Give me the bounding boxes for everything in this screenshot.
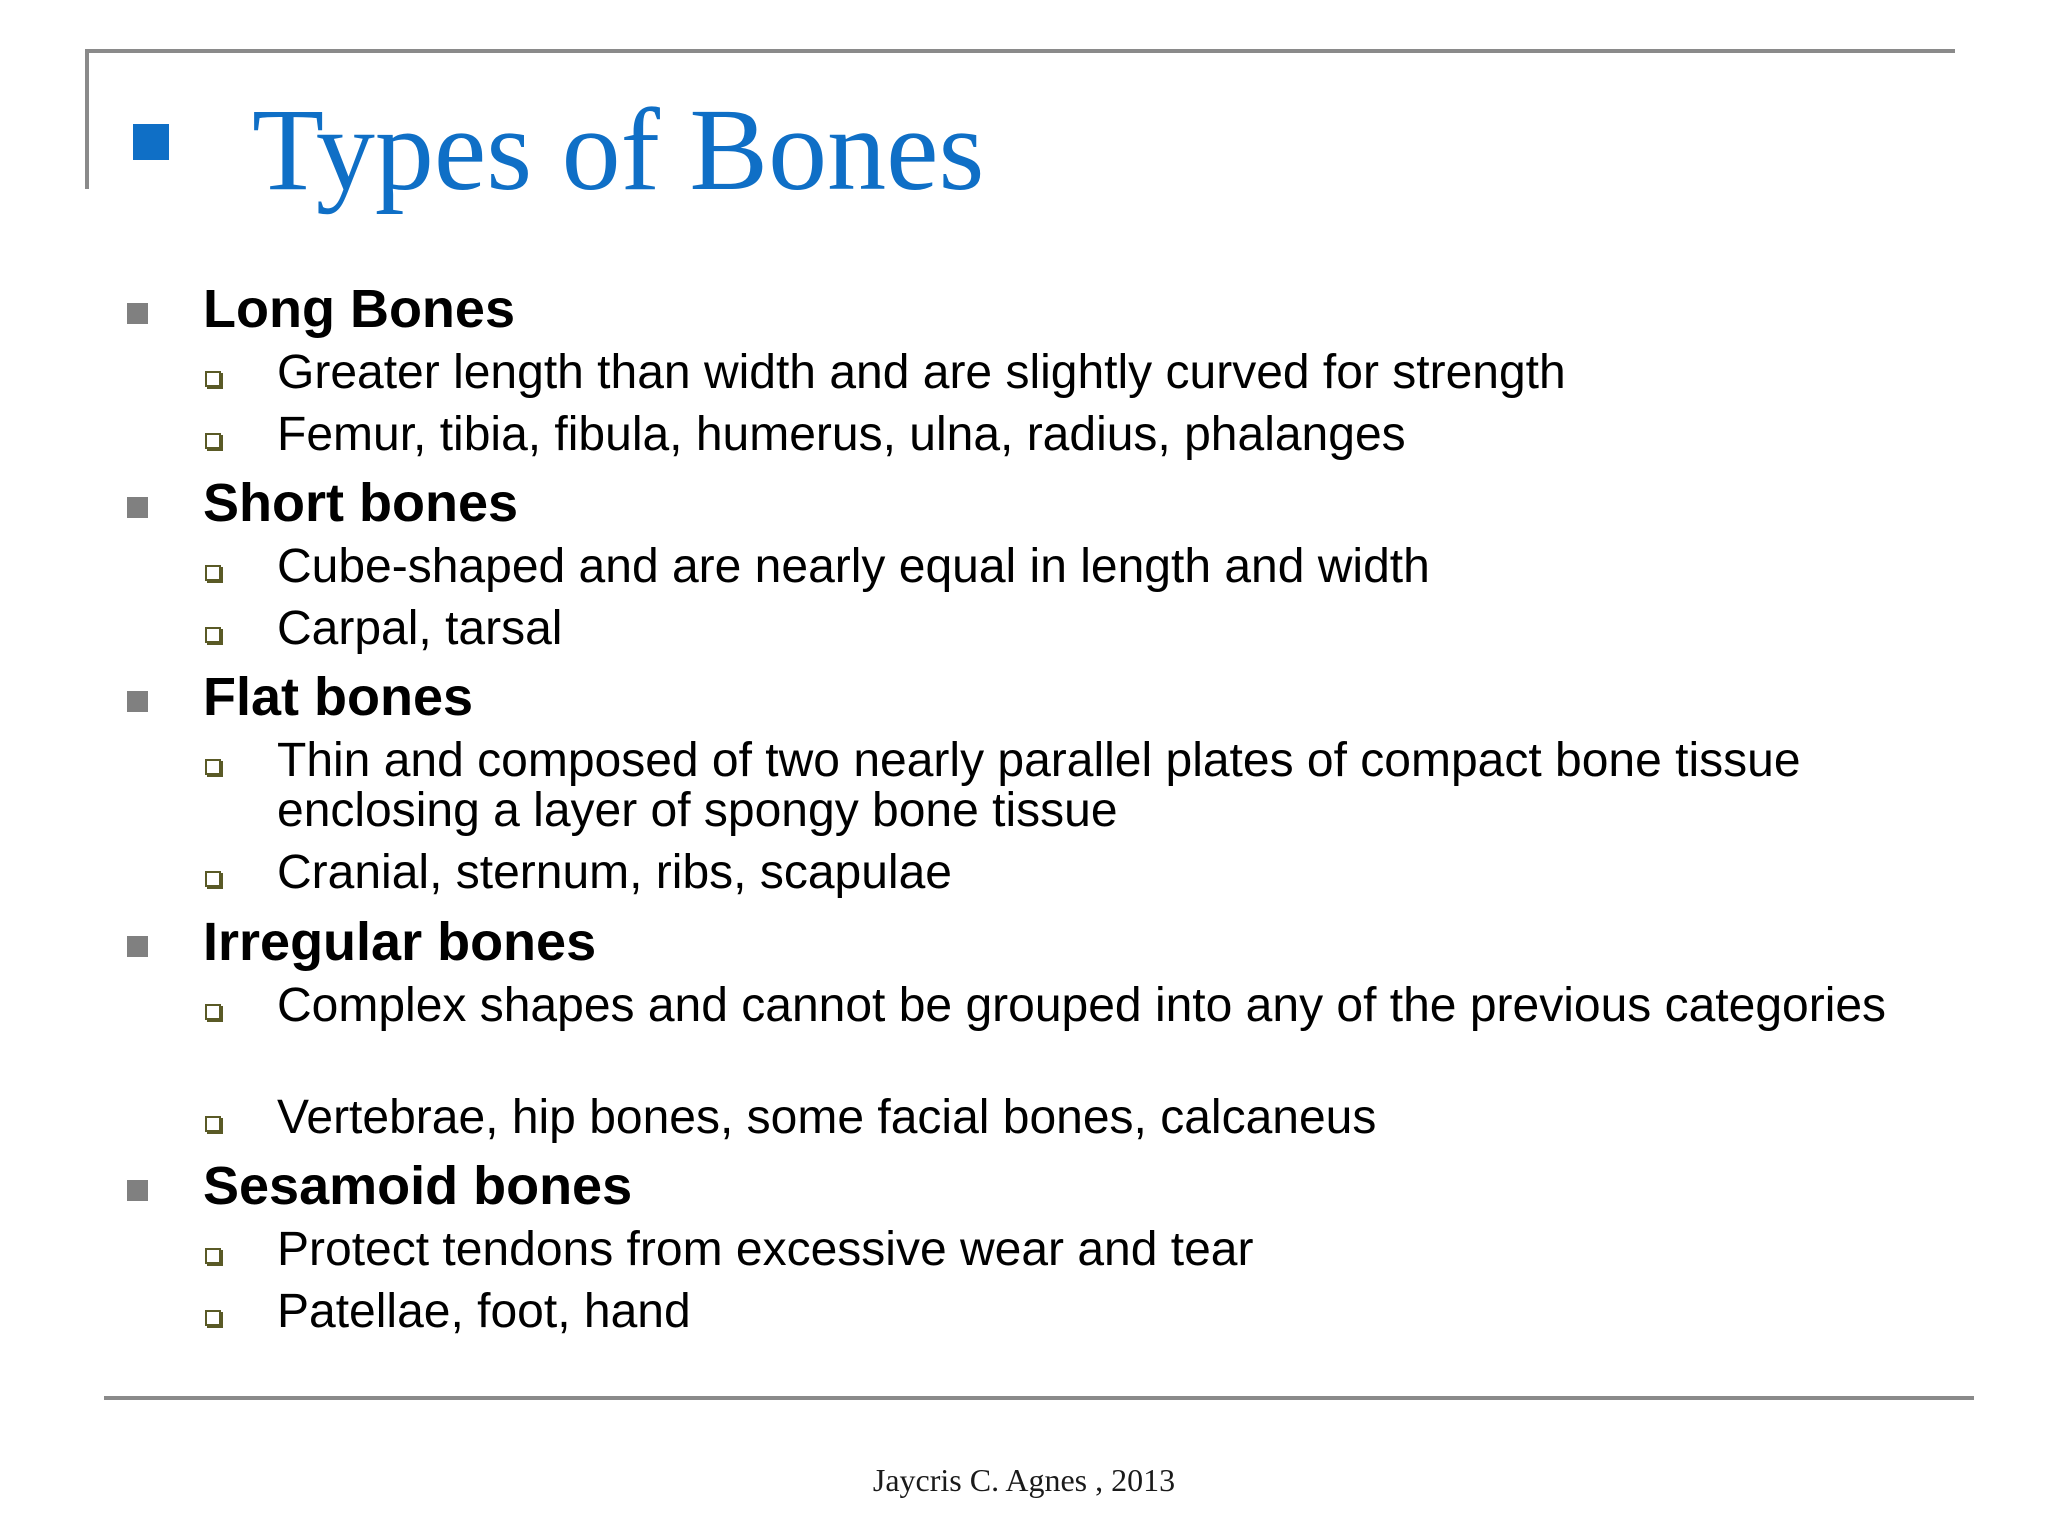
sub-bullet-box-icon xyxy=(205,1116,221,1132)
section-item: Vertebrae, hip bones, some facial bones, calcaneus xyxy=(277,1091,1377,1144)
section-item: Femur, tibia, fibula, humerus, ulna, radius, phalanges xyxy=(277,408,1406,461)
section-heading-short-bones: Short bones xyxy=(203,473,519,533)
title-bullet-square-icon xyxy=(133,124,169,160)
main-bullet-square-icon xyxy=(127,691,148,712)
sub-bullet-box-icon xyxy=(205,871,221,887)
section-item: Carpal, tarsal xyxy=(277,602,563,655)
main-bullet-square-icon xyxy=(127,497,148,518)
section-item: Thin and composed of two nearly parallel plates of compact bone tissue enclosing a layer of spongy bone tissue xyxy=(277,734,1801,837)
section-item: Greater length than width and are slightly curved for strength xyxy=(277,346,1566,399)
sub-bullet-box-icon xyxy=(205,565,221,581)
section-item: Complex shapes and cannot be grouped into any of the previous categories xyxy=(277,979,1887,1032)
sub-bullet-box-icon xyxy=(205,759,221,775)
section-item: Protect tendons from excessive wear and tear xyxy=(277,1223,1254,1276)
slide-title: Types of Bones xyxy=(252,84,985,215)
main-bullet-square-icon xyxy=(127,936,148,957)
section-heading-flat-bones: Flat bones xyxy=(203,667,474,727)
sub-bullet-box-icon xyxy=(205,1248,221,1264)
section-heading-sesamoid-bones: Sesamoid bones xyxy=(203,1156,633,1216)
section-heading-long-bones: Long Bones xyxy=(203,279,515,339)
sub-bullet-box-icon xyxy=(205,627,221,643)
main-bullet-square-icon xyxy=(127,1180,148,1201)
section-item: Cranial, sternum, ribs, scapulae xyxy=(277,846,952,899)
sub-bullet-box-icon xyxy=(205,433,221,449)
main-bullet-square-icon xyxy=(127,303,148,324)
bottom-rule xyxy=(104,1396,1974,1400)
section-item: Patellae, foot, hand xyxy=(277,1285,691,1338)
sub-bullet-box-icon xyxy=(205,1310,221,1326)
footer-credit: Jaycris C. Agnes , 2013 xyxy=(872,1462,1176,1498)
section-item: Cube-shaped and are nearly equal in length and width xyxy=(277,540,1430,593)
sub-bullet-box-icon xyxy=(205,1004,221,1020)
sub-bullet-box-icon xyxy=(205,371,221,387)
left-rule xyxy=(85,49,89,189)
top-rule xyxy=(85,49,1955,53)
section-heading-irregular-bones: Irregular bones xyxy=(203,912,597,972)
